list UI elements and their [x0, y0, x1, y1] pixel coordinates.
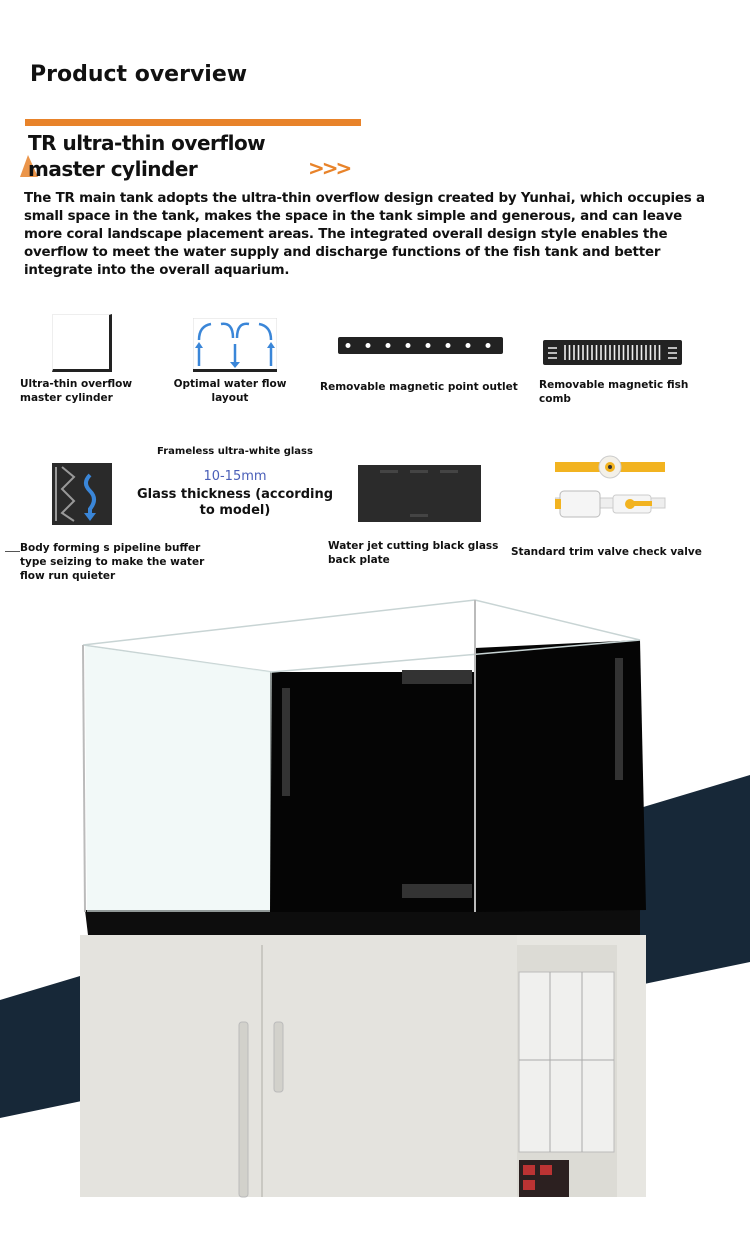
water-flow-icon: [193, 318, 277, 372]
glass-thickness-value: 10-15mm: [203, 469, 267, 484]
aquarium-product-image: [0, 590, 750, 1240]
glass-label-top: Frameless ultra-white glass: [157, 446, 313, 457]
door-handle: [239, 1022, 248, 1197]
feature-label: Ultra-thin overflow master cylinder: [20, 378, 133, 404]
feature-label: Body forming s pipeline buffer type seizing to make the water flow run quieter: [20, 542, 205, 582]
feature-label: Standard trim valve check valve: [511, 546, 702, 558]
black-back-glass: [270, 672, 475, 912]
glass-thickness-block: [130, 445, 340, 519]
underline-mark: [5, 551, 20, 552]
fish-comb-icon: [543, 340, 682, 365]
s-pipeline-icon: [52, 463, 112, 525]
section-title-line1: TR ultra-thin overflow: [28, 131, 266, 155]
section-title-line2: master cylinder: [28, 157, 198, 181]
page-title: Product overview: [30, 62, 248, 87]
feature-label: Optimal water flow layout: [173, 378, 287, 404]
section-title: [28, 130, 265, 182]
side-mesh-panel: [519, 972, 614, 1152]
feature-label: Removable magnetic point outlet: [320, 381, 518, 393]
feature-label: Water jet cutting black glass back plate: [328, 540, 499, 566]
description: The TR main tank adopts the ultra-thin overflow design created by Yunhai, which occupies a small space in the tank, makes the space in the tank simple and generous, and can leave more coral landscape placement areas. The integrated overall design style enables the overflow to meet the water supply and discharge functions of the fish tank and better integrate into the overall aquarium.: [24, 191, 705, 278]
feature-label: Removable magnetic fish comb: [539, 379, 689, 405]
accent-divider: [25, 119, 361, 126]
chevrons-icon: >>>: [308, 156, 350, 180]
magnetic-outlet-icon: [338, 337, 503, 354]
door-handle: [274, 1022, 283, 1092]
overflow-cylinder-icon: [52, 314, 112, 372]
glass-thickness-label: Glass thickness (according to model): [136, 487, 334, 518]
tank-base: [85, 910, 640, 935]
valve-icon: [555, 455, 667, 525]
black-back-plate-icon: [358, 465, 481, 522]
